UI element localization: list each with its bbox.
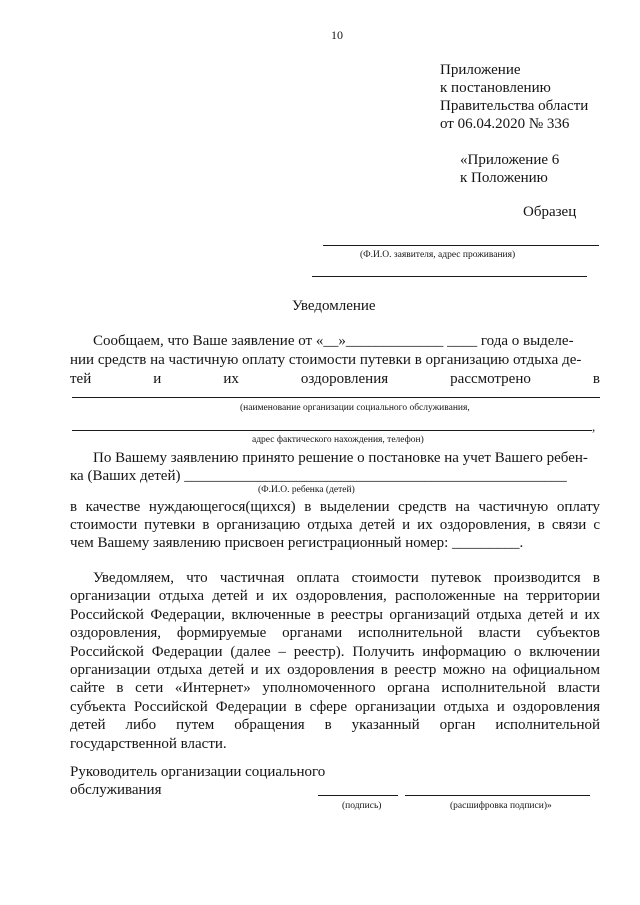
signature-name-caption: (расшифровка подписи)»: [450, 801, 552, 811]
document-title: Уведомление: [292, 298, 376, 314]
paragraph-info: [70, 569, 600, 753]
para3-line-4: оздоровления, формируемые органами исполнительной власти субъектов: [70, 625, 600, 642]
appendix6-line-2: к Положению: [460, 170, 548, 186]
para3-line-6: организации отдыха детей и их оздоровления в реестр можно на официальном: [70, 662, 600, 679]
signature-name-line: [405, 795, 590, 796]
para2-line-4: стоимости путевки в организацию отдыха детей и их оздоровления, в связи с: [70, 517, 600, 533]
appendix6-line-1: «Приложение 6: [460, 152, 560, 168]
para2-line-2: ка (Ваших детей) ___________________________________________________: [70, 468, 567, 484]
child-name-caption: (Ф.И.О. ребенка (детей): [258, 485, 355, 495]
para1-line-3: тей и их оздоровления рассмотрено в: [70, 371, 600, 387]
organization-caption: (наименование организации социального обслуживания,: [240, 403, 470, 413]
para3-line-8: субъекта Российской Федерации в сфере организации отдыха и оздоровления: [70, 698, 600, 715]
para3-line-1: Уведомляем, что частичная оплата стоимости путевок производится в: [93, 570, 600, 586]
para3-line-9: детей либо путем обращения в указанный орган исполнительной: [70, 717, 600, 734]
organization-address-line: [72, 430, 592, 431]
applicant-address-line: [312, 276, 587, 277]
organization-trail-mark: ,: [592, 419, 596, 434]
appendix-line-2: к постановлению: [440, 80, 551, 96]
para1-line-1: Сообщаем, что Ваше заявление от «__»_____________ ____ года о выделе-: [93, 333, 574, 349]
organization-address-caption: адрес фактического нахождения, телефон): [252, 435, 424, 445]
para3-last-line: государственной власти.: [70, 735, 227, 752]
para3-line-7: сайте в сети «Интернет» уполномоченного органа исполнительной власти: [70, 680, 600, 697]
signature-line-1: Руководитель организации социального: [70, 764, 326, 780]
para3-line-3: Российской Федерации, включенные в реестры организаций отдыха детей и их: [70, 606, 600, 623]
appendix-line-1: Приложение: [440, 62, 521, 78]
appendix-line-4: от 06.04.2020 № 336: [440, 116, 570, 132]
page-number: 10: [331, 28, 343, 42]
signature-line-2: обслуживания: [70, 782, 162, 798]
appendix-line-3: Правительства области: [440, 98, 589, 114]
signature-caption: (подпись): [342, 801, 382, 811]
para2-line-1: По Вашему заявлению принято решение о постановке на учет Вашего ребен-: [93, 450, 588, 466]
para1-line-2: нии средств на частичную оплату стоимости путевки в организацию отдыха де-: [70, 352, 582, 368]
organization-line: [72, 397, 600, 398]
para3-line-5: Российской Федерации (далее – реестр). Получить информацию о включении: [70, 643, 600, 660]
para3-line-2: организации отдыха детей и их оздоровления, расположенные на территории: [70, 588, 600, 605]
sample-label: Образец: [523, 204, 577, 220]
para2-line-5: чем Вашему заявлению присвоен регистрационный номер: _________.: [70, 535, 524, 551]
applicant-line: [323, 245, 599, 246]
signature-line: [318, 795, 398, 796]
applicant-caption: (Ф.И.О. заявителя, адрес проживания): [360, 250, 516, 260]
para2-line-3: в качестве нуждающегося(щихся) в выделении средств на частичную оплату: [70, 499, 600, 515]
